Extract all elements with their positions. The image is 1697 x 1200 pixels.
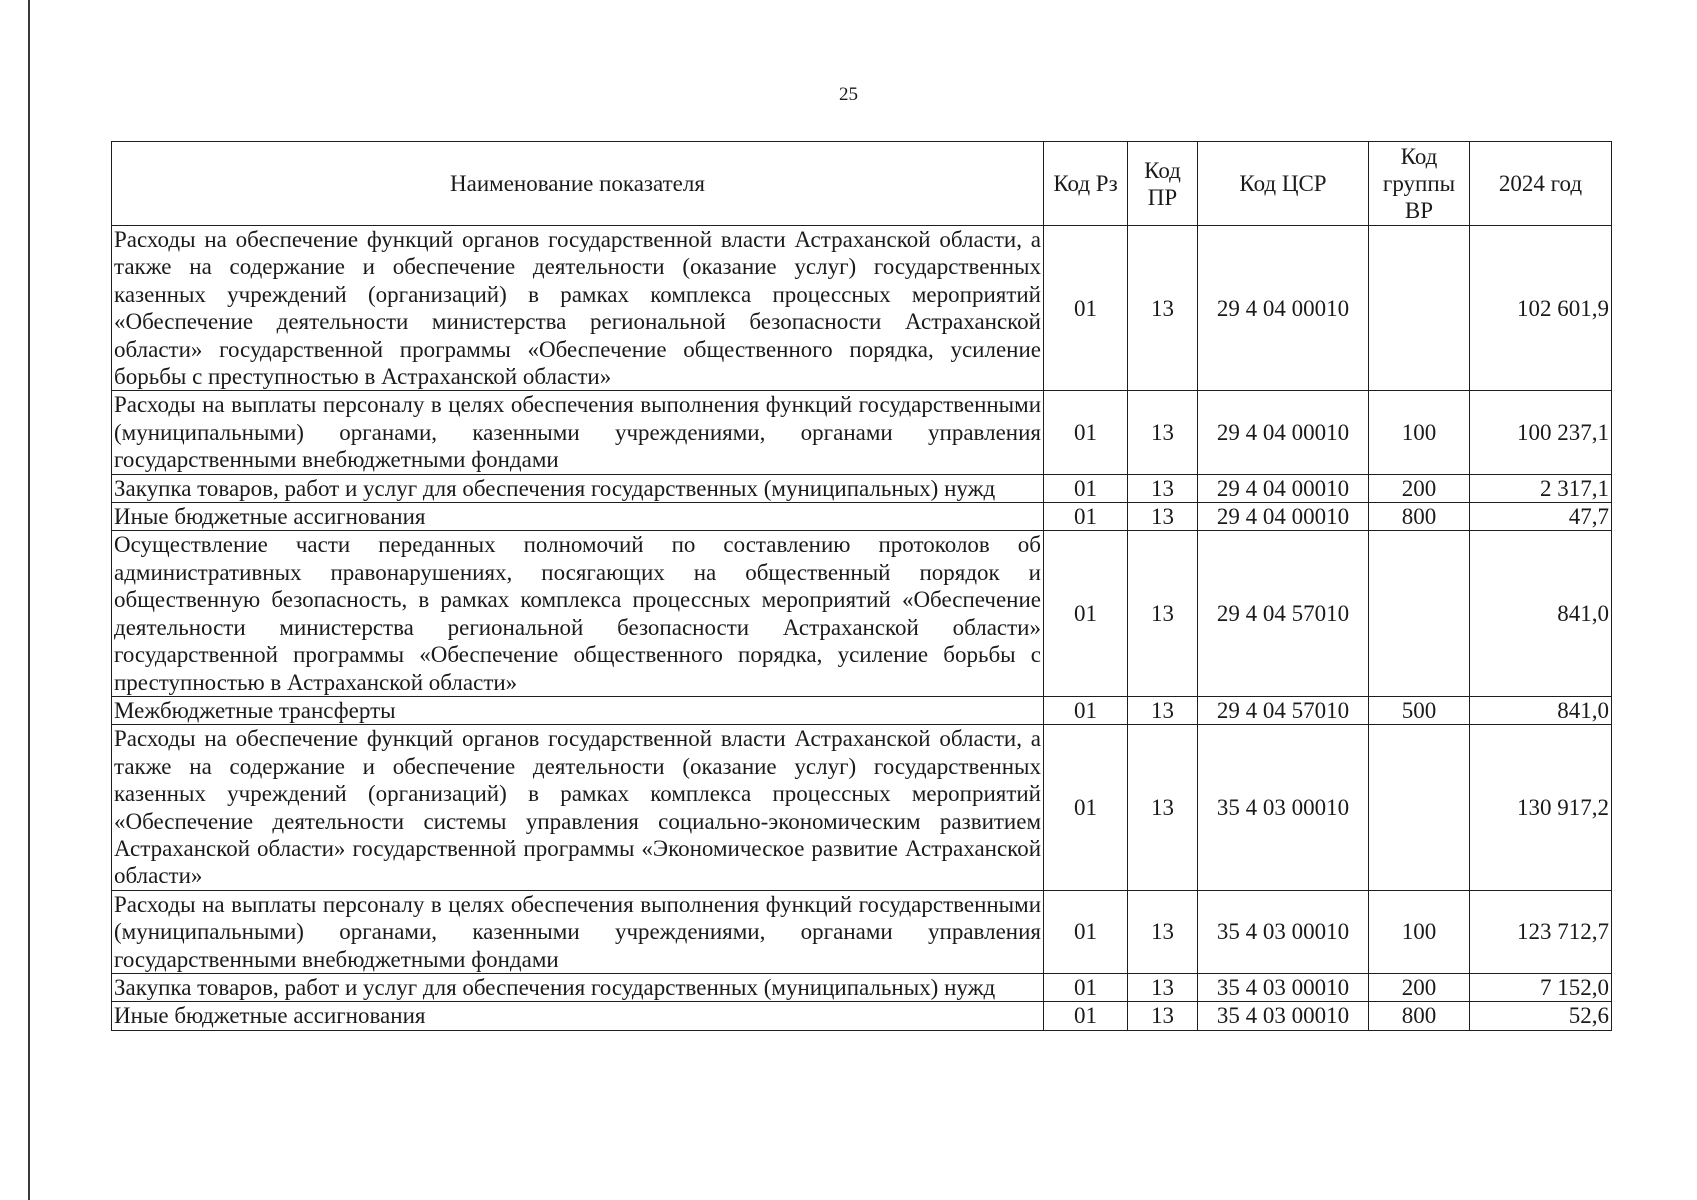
row-vr <box>1369 725 1470 890</box>
table-row <box>112 973 1612 1001</box>
row-amount: 130 917,2 <box>1470 725 1612 890</box>
row-pr: 13 <box>1128 890 1198 973</box>
row-name: Иные бюджетные ассигнования <box>112 1002 1044 1030</box>
row-amount: 841,0 <box>1470 531 1612 696</box>
table-row <box>112 1002 1612 1030</box>
row-vr: 500 <box>1369 696 1470 724</box>
row-csr: 35 4 03 00010 <box>1198 725 1369 890</box>
row-name: Закупка товаров, работ и услуг для обеспечения государственных (муниципальных) нужд <box>112 474 1044 502</box>
budget-table <box>111 141 1612 1031</box>
row-vr <box>1369 226 1470 391</box>
row-name: Межбюджетные трансферты <box>112 696 1044 724</box>
row-name: Осуществление части переданных полномочий по составлению протоколов об административных правонарушениях, посягающих на общественный порядок и общественную безопасность, в рамках комплекса процессных мероприятий «Обеспечение деятельности министерства региональной безопасности Астраханской области» государственной программы «Обеспечение общественного порядка, усиление борьбы с преступностью в Астраханской области» <box>112 531 1044 696</box>
header-year: 2024 год <box>1470 142 1612 226</box>
row-amount: 47,7 <box>1470 503 1612 531</box>
table-row <box>112 890 1612 973</box>
row-rz: 01 <box>1044 973 1128 1001</box>
header-vr: Код группы ВР <box>1369 142 1470 226</box>
row-vr: 200 <box>1369 474 1470 502</box>
table-row <box>112 725 1612 890</box>
page-number: 25 <box>839 84 858 105</box>
row-rz: 01 <box>1044 890 1128 973</box>
row-vr: 100 <box>1369 890 1470 973</box>
row-amount: 52,6 <box>1470 1002 1612 1030</box>
row-csr: 29 4 04 00010 <box>1198 391 1369 474</box>
table-body <box>112 226 1612 1031</box>
row-csr: 29 4 04 57010 <box>1198 696 1369 724</box>
header-pr: Код ПР <box>1128 142 1198 226</box>
row-rz: 01 <box>1044 725 1128 890</box>
header-csr: Код ЦСР <box>1198 142 1369 226</box>
row-pr: 13 <box>1128 391 1198 474</box>
row-pr: 13 <box>1128 474 1198 502</box>
row-rz: 01 <box>1044 531 1128 696</box>
row-amount: 123 712,7 <box>1470 890 1612 973</box>
row-rz: 01 <box>1044 696 1128 724</box>
row-vr: 100 <box>1369 391 1470 474</box>
table-header <box>112 142 1612 226</box>
row-vr: 800 <box>1369 1002 1470 1030</box>
row-pr: 13 <box>1128 696 1198 724</box>
row-rz: 01 <box>1044 391 1128 474</box>
row-pr: 13 <box>1128 531 1198 696</box>
row-csr: 35 4 03 00010 <box>1198 1002 1369 1030</box>
row-name: Расходы на обеспечение функций органов государственной власти Астраханской области, а также на содержание и обеспечение деятельности (оказание услуг) государственных казенных учреждений (организаций) в рамках комплекса процессных мероприятий «Обеспечение деятельности системы управления социально-экономическим развитием Астраханской области» государственной программы «Экономическое развитие Астраханской области» <box>112 725 1044 890</box>
row-rz: 01 <box>1044 503 1128 531</box>
table-row <box>112 474 1612 502</box>
row-amount: 2 317,1 <box>1470 474 1612 502</box>
row-amount: 7 152,0 <box>1470 973 1612 1001</box>
row-pr: 13 <box>1128 1002 1198 1030</box>
row-name: Расходы на выплаты персоналу в целях обеспечения выполнения функций государственными (муниципальными) органами, казенными учреждениями, органами управления государственными внебюджетными фондами <box>112 391 1044 474</box>
row-rz: 01 <box>1044 226 1128 391</box>
row-pr: 13 <box>1128 973 1198 1001</box>
row-csr: 35 4 03 00010 <box>1198 890 1369 973</box>
binding-edge-line <box>28 0 30 1200</box>
row-name: Расходы на обеспечение функций органов государственной власти Астраханской области, а также на содержание и обеспечение деятельности (оказание услуг) государственных казенных учреждений (организаций) в рамках комплекса процессных мероприятий «Обеспечение деятельности министерства региональной безопасности Астраханской области» государственной программы «Обеспечение общественного порядка, усиление борьбы с преступностью в Астраханской области» <box>112 226 1044 391</box>
row-name: Расходы на выплаты персоналу в целях обеспечения выполнения функций государственными (муниципальными) органами, казенными учреждениями, органами управления государственными внебюджетными фондами <box>112 890 1044 973</box>
row-vr: 200 <box>1369 973 1470 1001</box>
row-rz: 01 <box>1044 1002 1128 1030</box>
row-vr: 800 <box>1369 503 1470 531</box>
header-rz: Код Рз <box>1044 142 1128 226</box>
row-csr: 29 4 04 00010 <box>1198 503 1369 531</box>
row-csr: 29 4 04 00010 <box>1198 474 1369 502</box>
table-row <box>112 531 1612 696</box>
row-pr: 13 <box>1128 725 1198 890</box>
row-name: Закупка товаров, работ и услуг для обеспечения государственных (муниципальных) нужд <box>112 973 1044 1001</box>
header-row <box>112 142 1612 226</box>
row-amount: 102 601,9 <box>1470 226 1612 391</box>
table-row <box>112 391 1612 474</box>
row-pr: 13 <box>1128 503 1198 531</box>
row-csr: 35 4 03 00010 <box>1198 973 1369 1001</box>
row-pr: 13 <box>1128 226 1198 391</box>
row-csr: 29 4 04 57010 <box>1198 531 1369 696</box>
row-csr: 29 4 04 00010 <box>1198 226 1369 391</box>
row-name: Иные бюджетные ассигнования <box>112 503 1044 531</box>
row-amount: 841,0 <box>1470 696 1612 724</box>
row-amount: 100 237,1 <box>1470 391 1612 474</box>
header-name: Наименование показателя <box>112 142 1044 226</box>
table-row <box>112 226 1612 391</box>
row-vr <box>1369 531 1470 696</box>
table-row <box>112 696 1612 724</box>
row-rz: 01 <box>1044 474 1128 502</box>
table-row <box>112 503 1612 531</box>
